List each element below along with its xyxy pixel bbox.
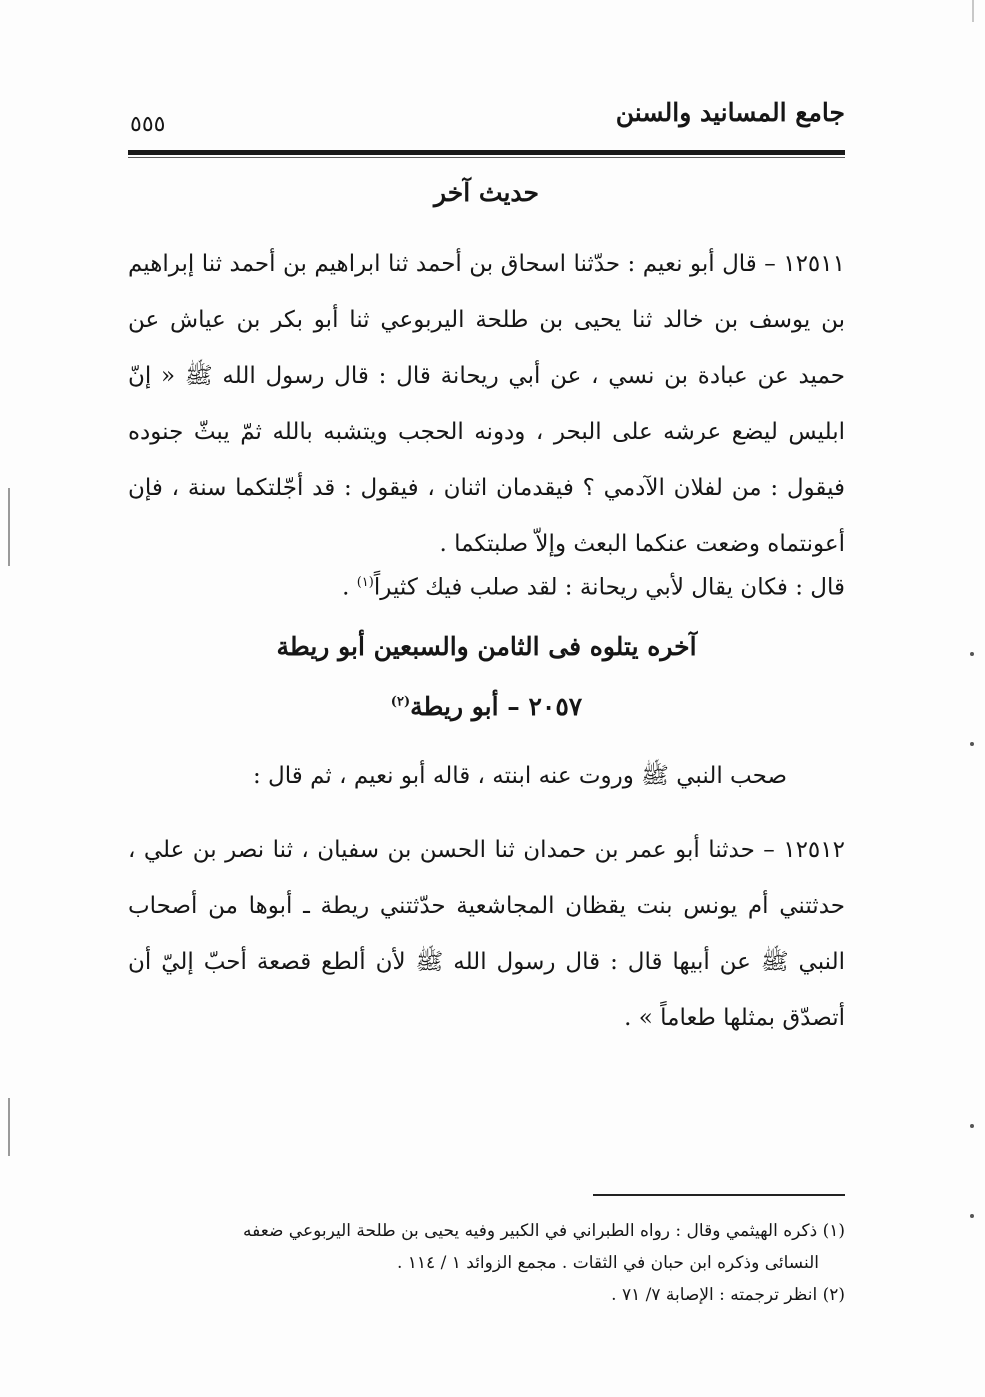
footnote-2: (٢) انظر ترجمته : الإصابة ٧/ ٧١ . bbox=[611, 1285, 845, 1305]
header-rule-thin bbox=[128, 157, 845, 158]
section-heading-hadith: حديث آخر bbox=[434, 178, 539, 207]
scan-edge-dot bbox=[970, 1214, 974, 1218]
hadith-12512-paragraph: ١٢٥١٢ – حدثنا أبو عمر بن حمدان ثنا الحسن بن سفيان ، ثنا نصر بن علي ، حدثتني أم يونس بنت يقظان المجاشعية حدّثتني ريطة ـ أبوها من أصحاب النبي ﷺ عن أبيها قال : قال رسول الله ﷺ لأن ألطع قصعة أحبّ إليّ أن أتصدّق بمثلها طعاماً » . bbox=[128, 837, 845, 1031]
footnote-ref-2: (٢) bbox=[390, 694, 411, 710]
hadith-12511-paragraph: ١٢٥١١ – قال أبو نعيم : حدّثنا اسحاق بن أحمد ثنا ابراهيم بن أحمد ثنا إبراهيم بن يوسف بن خالد ثنا يحيى بن طلحة اليربوعي ثنا أبو بكر بن عياش عن حميد عن عبادة بن نسي ، عن أبي ريحانة قال : قال رسول الله ﷺ « إنّ ابليس ليضع عرشه على البحر ، ودونه الحجب ويتشبه بالله ثمّ يبثّ جنوده فيقول : من لفلان الآدمي ؟ فيقدمان اثنان ، فيقول : قد أجّلتكما سنة ، فإن أعونتماه وضعت عنكما البعث وإلاّ صلبتكما . bbox=[128, 251, 845, 557]
section-heading-abu-rayta bbox=[128, 692, 845, 721]
scan-edge-mark-top-right bbox=[972, 0, 974, 22]
transition-note: آخره يتلوه فى الثامن والسبعين أبو ريطة bbox=[276, 632, 697, 661]
hadith-12511-text bbox=[128, 236, 845, 572]
footnote-ref-1: (١) bbox=[356, 575, 374, 590]
scan-edge-dot bbox=[970, 652, 974, 656]
footnote-1-line-2: النسائى وذكره ابن حبان في الثقات . مجمع الزوائد ١ / ١١٤ . bbox=[396, 1253, 819, 1273]
page-number: ٥٥٥ bbox=[130, 112, 166, 137]
header-rule bbox=[128, 150, 845, 155]
page-header bbox=[128, 98, 845, 146]
abu-rayta-intro: صحب النبي ﷺ وروت عنه ابنته ، قاله أبو نعيم ، ثم قال : bbox=[253, 763, 787, 789]
abu-rayta-heading-text: ٢٠٥٧ – أبو ريطة bbox=[410, 692, 583, 721]
footnotes bbox=[128, 1215, 845, 1311]
scan-edge-mark-left-lower bbox=[8, 1098, 10, 1156]
footnote-rule bbox=[593, 1194, 845, 1196]
closing-line-end: . bbox=[342, 574, 357, 601]
scan-edge-dot bbox=[970, 742, 974, 746]
scan-edge-mark-left-upper bbox=[8, 488, 10, 566]
closing-line-text: قال : فكان يقال لأبي ريحانة : لقد صلب فيك كثيراً bbox=[373, 574, 845, 601]
footnote-1-line-1: (١) ذكره الهيثمي وقال : رواه الطبراني في الكبير وفيه يحيى بن طلحة اليربوعي ضعفه bbox=[243, 1221, 845, 1241]
hadith-12512-text bbox=[128, 822, 845, 1046]
scan-edge-dot bbox=[970, 1124, 974, 1128]
hadith-12511-closing-line bbox=[128, 566, 845, 605]
running-title: جامع المسانيد والسنن bbox=[615, 98, 845, 127]
